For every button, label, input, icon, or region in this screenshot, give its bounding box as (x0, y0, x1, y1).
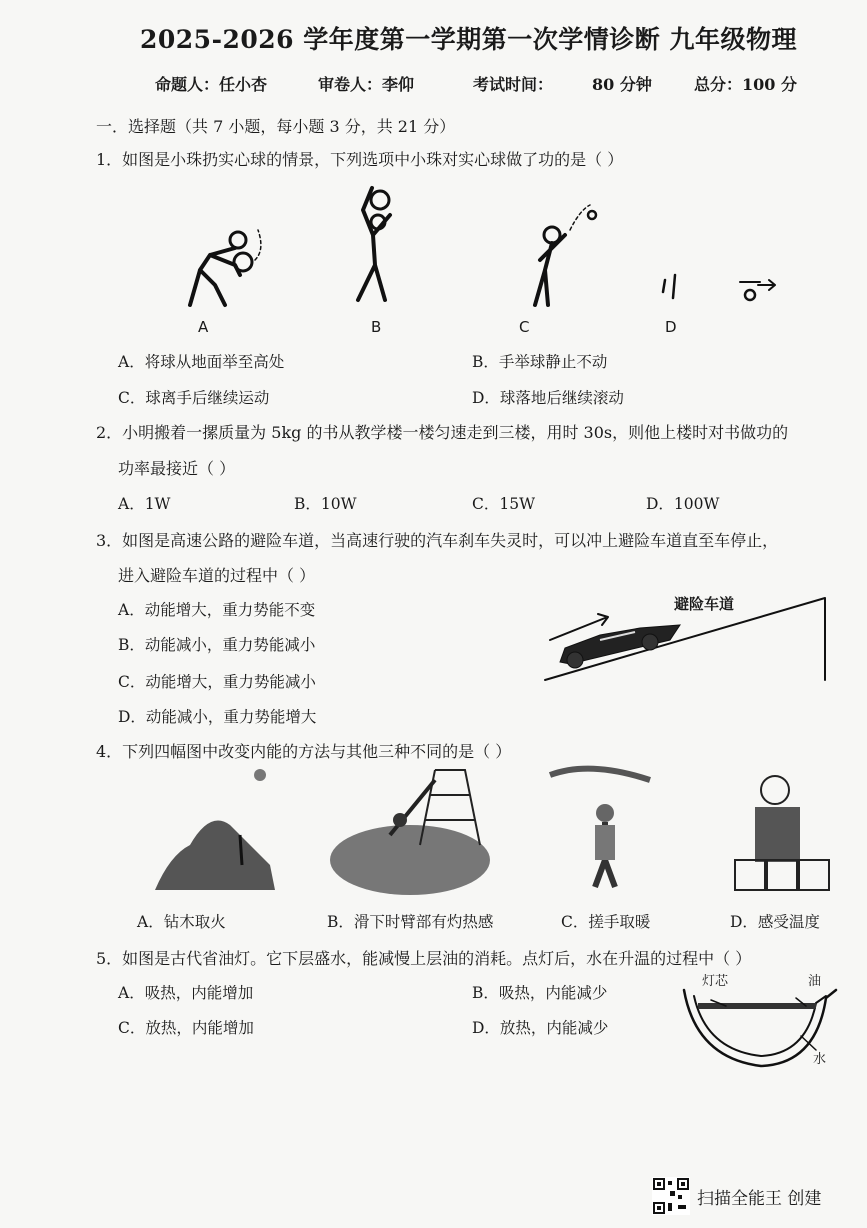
q2-option-c[interactable]: C．15W (472, 495, 536, 513)
oil-lamp-water-label: 水 (813, 1052, 827, 1067)
q1-figure-label-b: B (371, 318, 382, 336)
escape-ramp-label: 避险车道 (674, 595, 735, 613)
setter-label: 命题人：任小杏 (155, 75, 268, 94)
q5-option-b[interactable]: B．吸热，内能减少 (472, 984, 608, 1002)
ball-rolling-figure (663, 275, 775, 300)
section-title: 一．选择题（共 7 小题，每小题 3 分，共 21 分） (96, 117, 456, 136)
q1-figure-label-c: C (519, 318, 530, 336)
q4-option-a[interactable]: A．钻木取火 (137, 913, 226, 931)
q1-option-d[interactable]: D．球落地后继续滚动 (472, 389, 624, 407)
drilling-wood-illustration (155, 769, 275, 890)
duration-label: 考试时间： (473, 75, 554, 94)
thrower-releasing-figure (535, 205, 596, 305)
q3-option-d[interactable]: D．动能减小，重力势能增大 (118, 708, 317, 726)
feeling-temperature-illustration (735, 776, 829, 890)
q4-option-c[interactable]: C．搓手取暖 (561, 913, 651, 931)
question-2-stem-line2: 功率最接近（ ） (118, 459, 236, 478)
question-3-stem-line2: 进入避险车道的过程中（ ） (118, 566, 316, 585)
total-score: 总分：100 分 (694, 75, 797, 94)
duration-value: 80 分钟 (592, 75, 652, 94)
q4-option-d[interactable]: D．感受温度 (730, 913, 820, 931)
q4-option-b[interactable]: B．滑下时臂部有灼热感 (327, 913, 494, 931)
q1-figure-label-d: D (665, 318, 677, 336)
q1-figure-label-a: A (198, 318, 209, 336)
thrower-lifting-figure (190, 230, 261, 305)
q1-option-a[interactable]: A．将球从地面举至高处 (118, 353, 285, 371)
q3-option-a[interactable]: A．动能增大，重力势能不变 (118, 601, 316, 619)
q2-option-b[interactable]: B．10W (294, 495, 357, 513)
q2-option-a[interactable]: A．1W (118, 495, 171, 513)
q1-figure (180, 180, 800, 310)
question-4-stem: 4．下列四幅图中改变内能的方法与其他三种不同的是（ ） (96, 742, 512, 761)
question-1-stem: 1．如图是小珠扔实心球的情景，下列选项中小珠对实心球做了功的是（ ） (96, 150, 624, 169)
q4-figure (150, 765, 840, 900)
q3-option-c[interactable]: C．动能增大，重力势能减小 (118, 673, 316, 691)
q1-option-c[interactable]: C．球离手后继续运动 (118, 389, 270, 407)
q5-option-d[interactable]: D．放热，内能减少 (472, 1019, 609, 1037)
qr-code-icon (652, 1177, 690, 1215)
oil-lamp-oil-label: 油 (808, 974, 822, 989)
q3-option-b[interactable]: B．动能减小，重力势能减小 (118, 636, 316, 654)
rubbing-hands-illustration (550, 769, 650, 887)
slide-illustration (330, 770, 490, 895)
reviewer-label: 审卷人：李仰 (318, 75, 415, 94)
q2-option-d[interactable]: D．100W (646, 495, 720, 513)
scanner-watermark: 扫描全能王 创建 (697, 1189, 822, 1209)
oil-lamp-wick-label: 灯芯 (702, 974, 729, 989)
question-5-stem: 5．如图是古代省油灯。它下层盛水，能减慢上层油的消耗。点灯后，水在升温的过程中（ ） (96, 949, 752, 968)
q5-option-a[interactable]: A．吸热，内能增加 (118, 984, 254, 1002)
question-3-stem-line1: 3．如图是高速公路的避险车道，当高速行驶的汽车刹车失灵时，可以冲上避险车道直至车停止， (96, 531, 779, 550)
exam-title: 2025-2026 学年度第一学期第一次学情诊断 九年级物理 (140, 25, 797, 54)
thrower-holding-figure (358, 188, 390, 300)
q1-option-b[interactable]: B．手举球静止不动 (472, 353, 608, 371)
q5-option-c[interactable]: C．放热，内能增加 (118, 1019, 254, 1037)
question-2-stem-line1: 2．小明搬着一摞质量为 5kg 的书从教学楼一楼匀速走到三楼，用时 30s，则他上楼时对书做功的 (96, 423, 789, 442)
